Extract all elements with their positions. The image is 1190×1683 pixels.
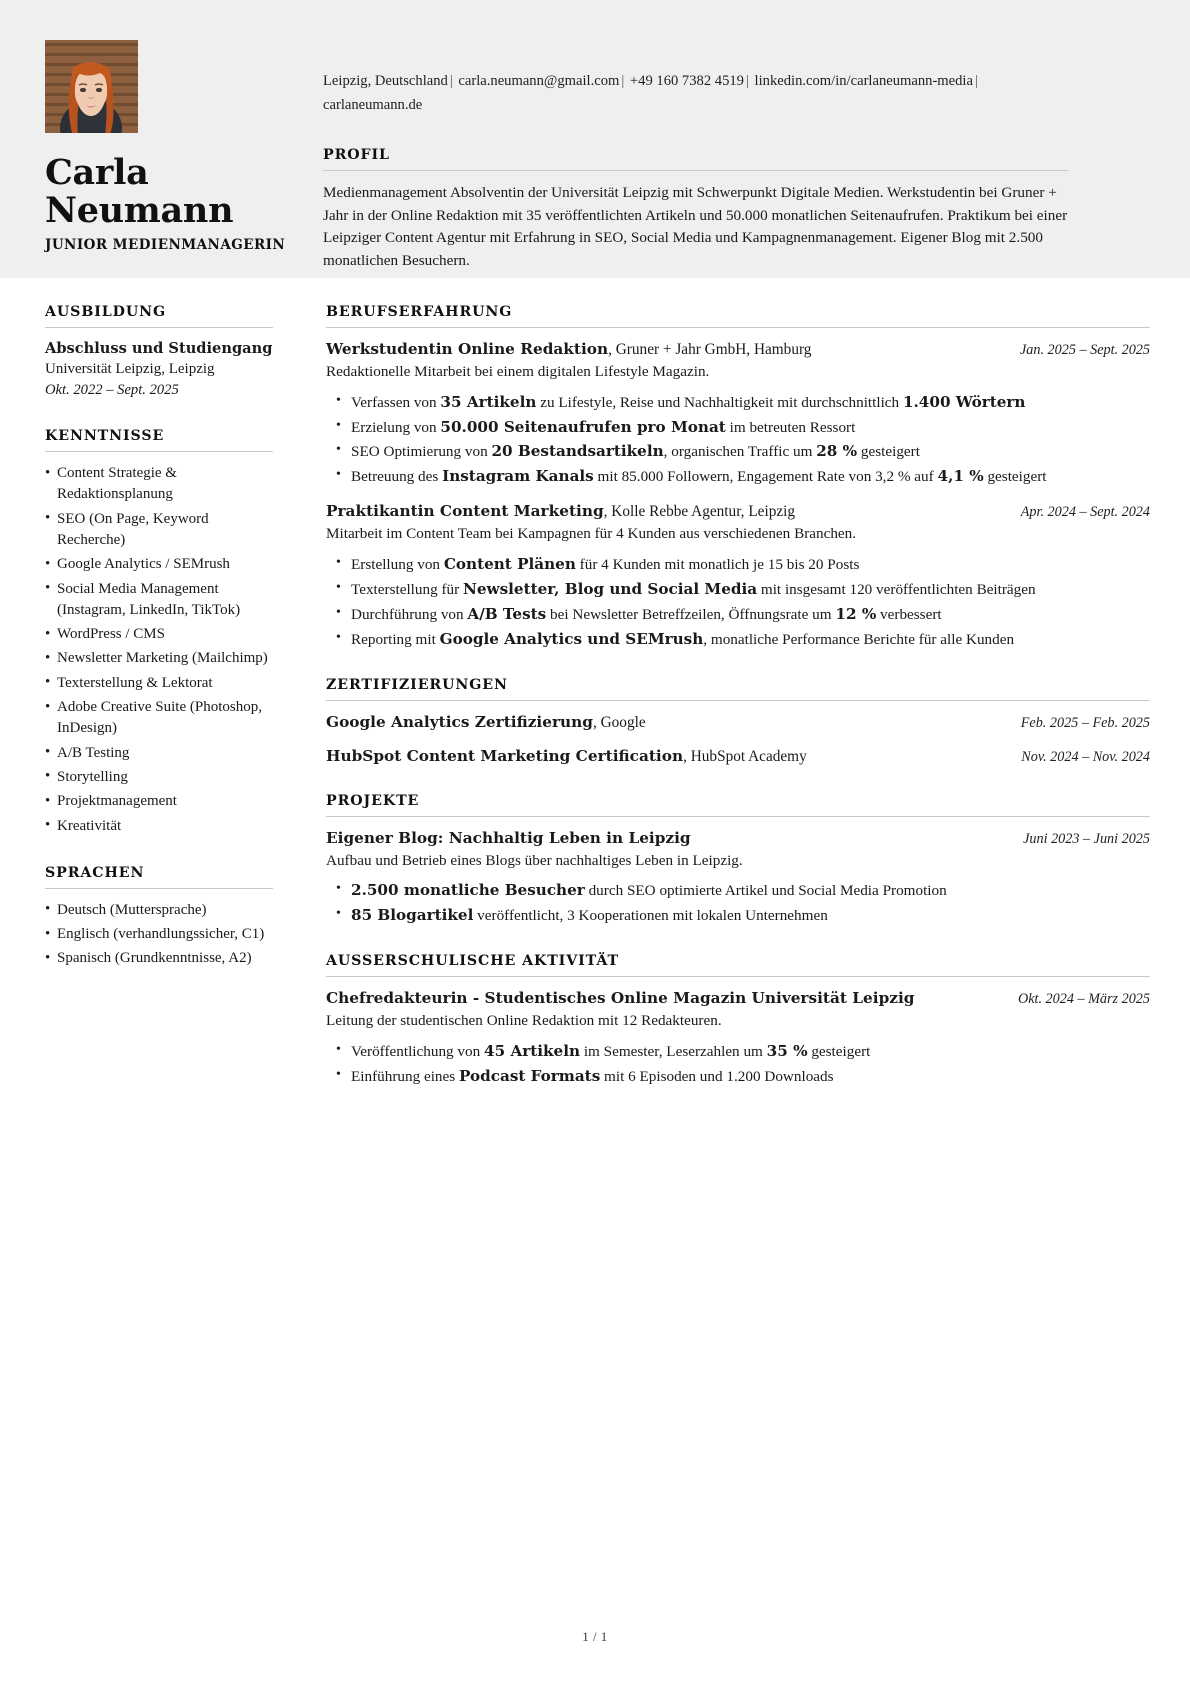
list-item: • Adobe Creative Suite (Photoshop, InDesign) <box>45 697 273 740</box>
contact-location: Leipzig, Deutschland <box>323 73 448 89</box>
entry-date: Juni 2023 – Juni 2025 <box>1023 830 1150 847</box>
sidebar <box>45 304 298 998</box>
list-item: • Newsletter Marketing (Mailchimp) <box>45 648 273 669</box>
entry-header <box>326 746 1150 767</box>
entry-bullet: • Erstellung von Content Plänen für 4 Kunden mit monatlich je 15 bis 20 Posts <box>326 554 1150 576</box>
entry-header <box>326 339 1150 360</box>
entry-bullet-list <box>326 1041 1150 1088</box>
extracurricular-section-title: AUSSERSCHULISCHE AKTIVITÄT <box>326 953 1150 977</box>
cert-entry <box>326 746 1150 767</box>
entry-bullet: • Durchführung von A/B Tests bei Newsletter Betreffzeilen, Öffnungsrate um 12 % verbessert <box>326 604 1150 626</box>
list-item: • Englisch (verhandlungssicher, C1) <box>45 924 273 945</box>
entry-header <box>326 828 1150 849</box>
certifications-section <box>326 677 1150 767</box>
entry-bullet: • Erzielung von 50.000 Seitenaufrufen pro Monat im betreuten Ressort <box>326 417 1150 439</box>
profile-text: Medienmanagement Absolventin der Universität Leipzig mit Schwerpunkt Digitale Medien. Werkstudentin bei Gruner + Jahr in der Online Redaktion mit 35 veröffentlichten Artikeln und 50.000 monatlichen Seitenaufrufen. Praktikum bei einer Leipziger Content Agentur mit Erfahrung in SEO, Social Media und Kampagnenmanagement. Eigener Blog mit 2.500 monatlichen Besuchern. <box>323 184 1068 269</box>
header-right <box>295 40 1150 272</box>
contact-email[interactable]: carla.neumann@gmail.com <box>458 73 620 89</box>
entry-summary: Leitung der studentischen Online Redaktion mit 12 Redakteuren. <box>326 1012 722 1030</box>
contact-phone[interactable]: +49 160 7382 4519 <box>629 73 744 89</box>
profile-section-title: PROFIL <box>323 147 1068 171</box>
contact-separator: | <box>621 73 625 89</box>
project-entry <box>326 828 1150 927</box>
list-item: • Spanisch (Grundkenntnisse, A2) <box>45 948 273 969</box>
body-columns <box>0 278 1190 1114</box>
job-title: JUNIOR MEDIENMANAGERIN <box>45 236 286 253</box>
projects-section <box>326 793 1150 927</box>
experience-section <box>326 304 1150 651</box>
entry-bullet: • Texterstellung für Newsletter, Blog und Social Media mit insgesamt 120 veröffentlichten Beiträgen <box>326 579 1150 601</box>
skills-section <box>45 428 273 837</box>
entry-summary: Redaktionelle Mitarbeit bei einem digitalen Lifestyle Magazin. <box>326 363 710 381</box>
entry-header <box>326 988 1150 1009</box>
contact-separator: | <box>745 73 749 89</box>
entry-date: Jan. 2025 – Sept. 2025 <box>1019 342 1150 358</box>
list-item: • Google Analytics / SEMrush <box>45 554 273 575</box>
cert-entry <box>326 712 1150 733</box>
entry-bullet: • Reporting mit Google Analytics und SEMrush, monatliche Performance Berichte für alle Kunden <box>326 629 1150 651</box>
education-school: Universität Leipzig, Leipzig <box>45 360 215 377</box>
job-entry <box>326 501 1150 650</box>
list-item: • SEO (On Page, Keyword Recherche) <box>45 509 273 552</box>
entry-bullet: • Veröffentlichung von 45 Artikeln im Semester, Leserzahlen um 35 % gesteigert <box>326 1041 1150 1063</box>
list-item: • Social Media Management (Instagram, LinkedIn, TikTok) <box>45 579 273 622</box>
certification-entries <box>326 712 1150 767</box>
experience-section-title: BERUFSERFAHRUNG <box>326 304 1150 328</box>
languages-section-title: SPRACHEN <box>45 865 273 889</box>
entry-header <box>326 501 1150 522</box>
name-first: Carla <box>45 152 149 193</box>
extracurricular-entries <box>326 988 1150 1087</box>
extracurricular-section <box>326 953 1150 1087</box>
education-dates: Okt. 2022 – Sept. 2025 <box>45 381 179 398</box>
entry-summary: Aufbau und Betrieb eines Blogs über nachhaltiges Leben in Leipzig. <box>326 851 743 869</box>
document-header <box>0 0 1190 278</box>
entry-title: HubSpot Content Marketing Certification, HubSpot Academy <box>326 746 807 765</box>
list-item: • Storytelling <box>45 767 273 788</box>
entry-header <box>326 712 1150 733</box>
entry-title: Werkstudentin Online Redaktion, Gruner + Jahr GmbH, Hamburg <box>326 340 812 358</box>
entry-date: Apr. 2024 – Sept. 2024 <box>1020 504 1150 521</box>
name-last: Neumann <box>45 189 234 231</box>
languages-section <box>45 865 273 970</box>
skills-list <box>45 463 273 837</box>
list-item: • Content Strategie & Redaktionsplanung <box>45 463 273 506</box>
project-entries <box>326 828 1150 927</box>
contact-linkedin[interactable]: linkedin.com/in/carlaneumann-media <box>754 73 973 89</box>
candidate-name <box>45 154 295 230</box>
entry-date: Okt. 2024 – März 2025 <box>1017 991 1150 1008</box>
contact-separator: | <box>449 73 453 89</box>
profile-photo <box>45 40 138 133</box>
list-item: • Kreativität <box>45 816 273 837</box>
identity-block <box>45 40 295 253</box>
entry-bullet: • Einführung eines Podcast Formats mit 6 Episoden und 1.200 Downloads <box>326 1066 1150 1088</box>
experience-entries <box>326 339 1150 651</box>
entry-title: Praktikantin Content Marketing, Kolle Rebbe Agentur, Leipzig <box>326 502 796 521</box>
entry-date: Nov. 2024 – Nov. 2024 <box>1021 748 1150 765</box>
languages-list <box>45 900 273 970</box>
profile-section <box>323 147 1068 272</box>
entry-bullet: • Betreuung des Instagram Kanals mit 85.000 Followern, Engagement Rate von 3,2 % auf 4,1 % gesteigert <box>326 466 1150 488</box>
entry-bullet-list <box>326 554 1150 651</box>
education-degree: Abschluss und Studiengang <box>45 340 273 357</box>
education-section-title: AUSBILDUNG <box>45 304 273 328</box>
entry-bullet: • 2.500 monatliche Besucher durch SEO optimierte Artikel und Social Media Promotion <box>326 880 1150 902</box>
entry-bullet-list <box>326 880 1150 927</box>
education-section <box>45 304 273 400</box>
project-entry <box>326 988 1150 1087</box>
entry-bullet-list <box>326 392 1150 489</box>
list-item: • Texterstellung & Lektorat <box>45 673 273 694</box>
entry-title: Eigener Blog: Nachhaltig Leben in Leipzig <box>326 828 691 847</box>
entry-date: Feb. 2025 – Feb. 2025 <box>1020 714 1150 731</box>
list-item: • WordPress / CMS <box>45 624 273 645</box>
education-entry <box>45 339 273 400</box>
list-item: • A/B Testing <box>45 743 273 764</box>
entry-summary: Mitarbeit im Content Team bei Kampagnen für 4 Kunden aus verschiedenen Branchen. <box>326 525 857 543</box>
main-column <box>298 304 1150 1114</box>
entry-title: Google Analytics Zertifizierung, Google <box>326 712 646 731</box>
entry-title: Chefredakteurin - Studentisches Online Magazin Universität Leipzig <box>326 989 915 1008</box>
entry-bullet: • SEO Optimierung von 20 Bestandsartikeln, organischen Traffic um 28 % gesteigert <box>326 441 1150 463</box>
page-indicator: 1 / 1 <box>582 1629 608 1644</box>
certifications-section-title: ZERTIFIZIERUNGEN <box>326 677 1150 701</box>
projects-section-title: PROJEKTE <box>326 793 1150 817</box>
page-footer <box>0 1629 1190 1645</box>
list-item: • Deutsch (Muttersprache) <box>45 900 273 921</box>
contact-line <box>323 70 1068 117</box>
skills-section-title: KENNTNISSE <box>45 428 273 452</box>
contact-website[interactable]: carlaneumann.de <box>323 96 423 113</box>
job-entry <box>326 339 1150 488</box>
entry-bullet: • Verfassen von 35 Artikeln zu Lifestyle, Reise und Nachhaltigkeit mit durchschnittlich 1.400 Wörtern <box>326 392 1150 414</box>
contact-separator: | <box>974 73 978 89</box>
entry-bullet: • 85 Blogartikel veröffentlicht, 3 Kooperationen mit lokalen Unternehmen <box>326 905 1150 927</box>
list-item: • Projektmanagement <box>45 791 273 812</box>
